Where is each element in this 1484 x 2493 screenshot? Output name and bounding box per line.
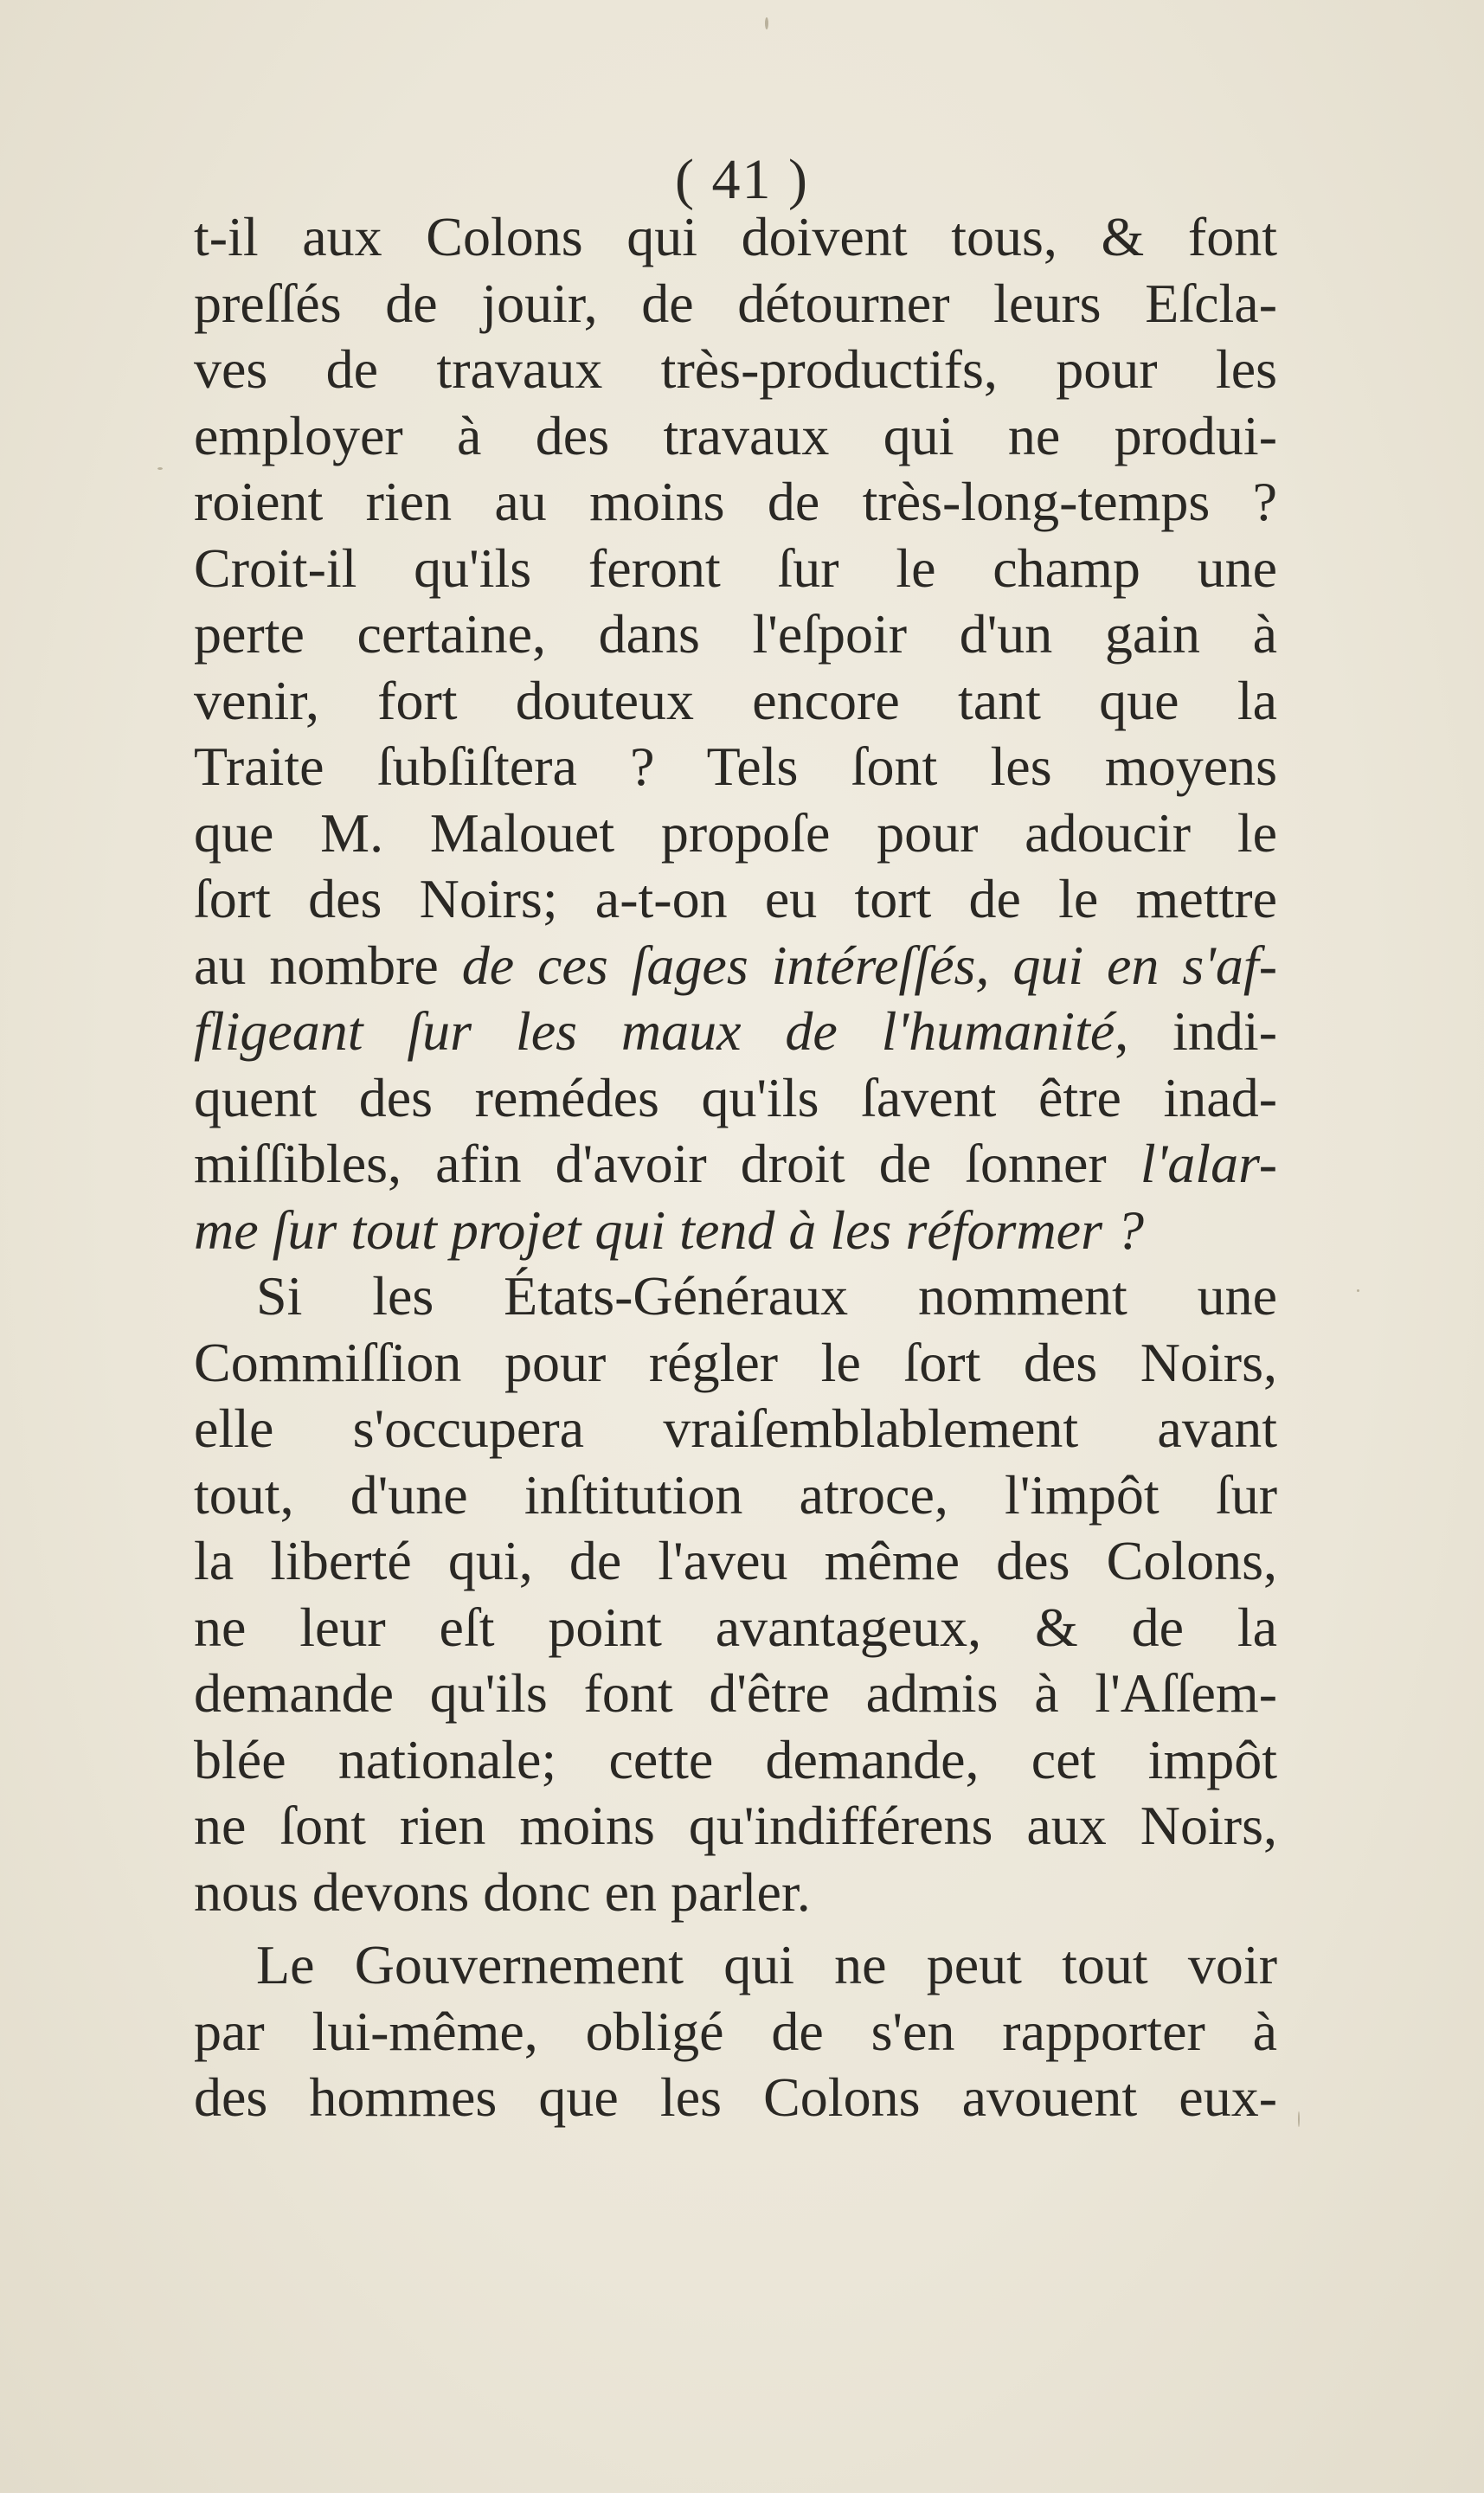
paper-speck — [157, 467, 163, 470]
paper-speck — [765, 17, 768, 29]
text-line: que M. Malouet propoſe pour adoucir le — [194, 801, 1277, 864]
text-line: ſort des Noirs; a-t-on eu tort de le mettre — [194, 868, 1277, 929]
text-line: perte certaine, dans l'eſpoir d'un gain à — [194, 603, 1277, 665]
body-text — [194, 204, 1277, 2131]
text-line: preſſés de jouir, de détourner leurs Eſcla- — [194, 272, 1277, 334]
text-line: elle s'occupera vraiſemblablement avant — [194, 1397, 1277, 1459]
text-line: ves de travaux très-productifs, pour les — [194, 338, 1277, 400]
text-line: Croit-il qu'ils feront ſur le champ une — [194, 537, 1277, 599]
text-line: t-il aux Colons qui doivent tous, & font — [194, 206, 1277, 267]
text-line: fligeant ſur les maux de l'humanité, indi- — [194, 1000, 1277, 1062]
text-line: ne ſont rien moins qu'indifférens aux Noirs, — [194, 1795, 1277, 1856]
text-line: roient rien au moins de très-long-temps ? — [194, 471, 1277, 532]
text-line: des hommes que les Colons avouent eux- — [194, 2066, 1277, 2128]
text-line: demande qu'ils font d'être admis à l'Aſſem- — [194, 1662, 1277, 1724]
text-line: blée nationale; cette demande, cet impôt — [194, 1728, 1277, 1790]
text-line: venir, fort douteux encore tant que la — [194, 669, 1277, 731]
text-line: Le Gouvernement qui ne peut tout voir — [256, 1934, 1277, 1995]
text-line: Traite ſubſiſtera ? Tels ſont les moyens — [194, 736, 1277, 797]
paper-speck — [1298, 2111, 1300, 2127]
paper-speck — [1357, 1289, 1359, 1292]
text-line: employer à des travaux qui ne produi- — [194, 404, 1277, 466]
text-line: par lui-même, obligé de s'en rapporter à — [194, 2000, 1277, 2062]
text-line: me ſur tout projet qui tend à les réformer ? — [194, 1198, 1144, 1261]
text-line: tout, d'une inſtitution atroce, l'impôt ſur — [194, 1463, 1277, 1526]
text-line: Commiſſion pour régler le ſort des Noirs, — [194, 1331, 1277, 1393]
text-line: Si les États-Généraux nomment une — [256, 1265, 1277, 1327]
text-line: ne leur eſt point avantageux, & de la — [194, 1596, 1277, 1658]
text-line: la liberté qui, de l'aveu même des Colons, — [194, 1530, 1277, 1591]
text-line: au nombre de ces ſages intéreſſés, qui en s'af- — [194, 934, 1277, 996]
text-line: quent des remédes qu'ils ſavent être inad- — [194, 1066, 1277, 1128]
text-line: miſſibles, afin d'avoir droit de ſonner l'alar- — [194, 1133, 1277, 1194]
text-line: nous devons donc en parler. — [194, 1860, 811, 1923]
page-number: ( 41 ) — [675, 148, 809, 211]
